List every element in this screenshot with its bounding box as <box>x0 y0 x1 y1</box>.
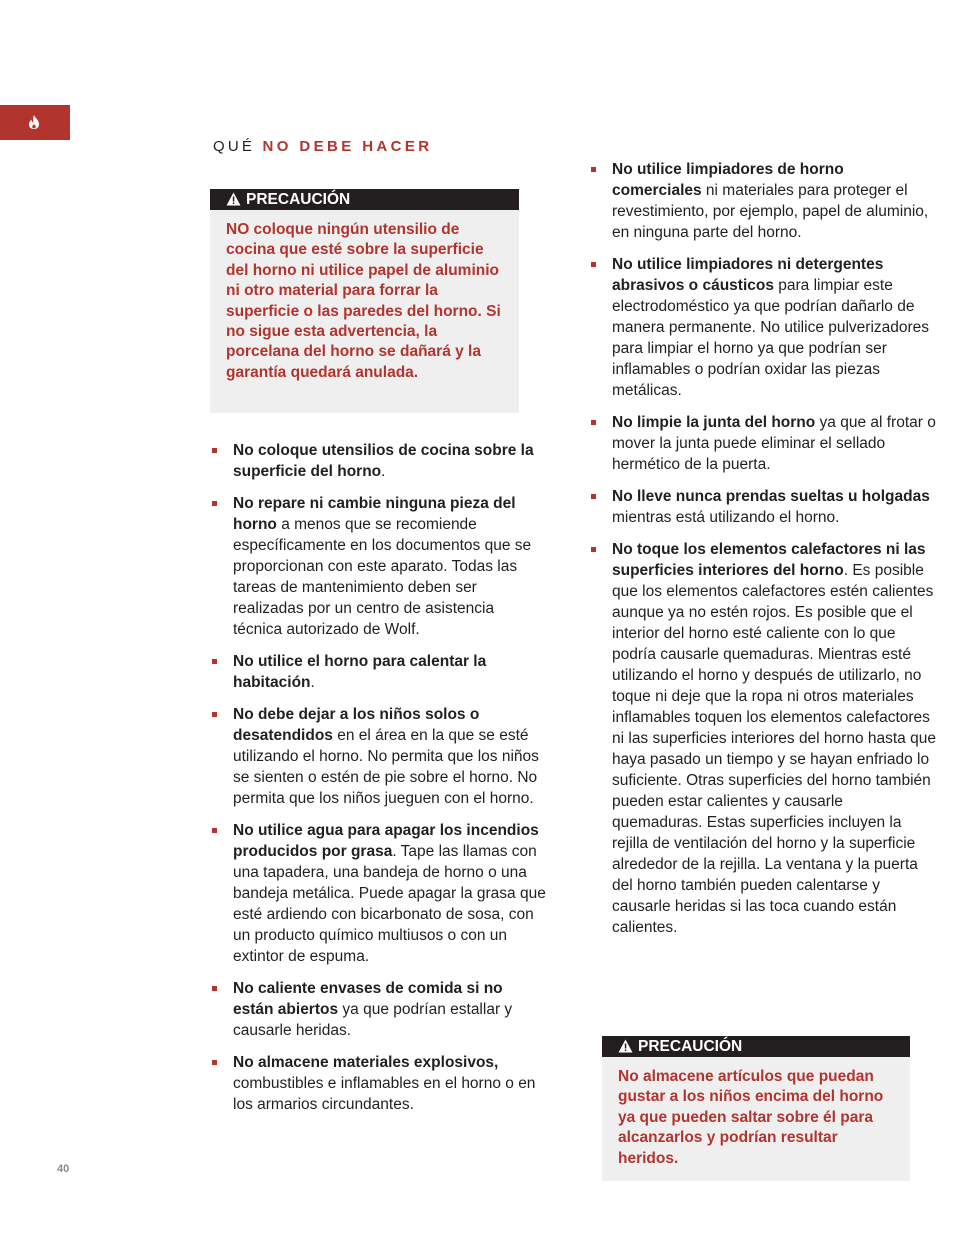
item-bold: No caliente envases de comida si no están abiertos <box>233 980 503 1018</box>
list-item <box>212 704 547 809</box>
item-text: . Tape las llamas con una tapadera, una bandeja de horno o una bandeja metálica. Puede apagar la grasa que esté ardiendo con bicarbonato de sosa, con un producto químico multiusos o con un extintor de espuma. <box>233 843 546 965</box>
list-item <box>591 486 936 528</box>
item-bold: No limpie la junta del horno <box>612 414 816 431</box>
caution-bar <box>602 1036 910 1057</box>
item-bold: No utilice limpiadores de horno comerciales <box>612 161 844 199</box>
right-list <box>591 159 936 949</box>
item-text: ni materiales para proteger el revestimiento, por ejemplo, papel de aluminio, en ninguna parte del horno. <box>612 182 929 241</box>
caution-label: PRECAUCIÓN <box>246 191 351 208</box>
item-bold: No toque los elementos calefactores ni las superficies interiores del horno <box>612 541 926 579</box>
list-item <box>212 978 547 1041</box>
warning-icon <box>618 1039 633 1053</box>
list-item <box>591 254 936 401</box>
item-text: ya que podrían estallar y causarle heridas. <box>233 1001 513 1039</box>
list-item <box>212 440 547 482</box>
item-bold: No almacene materiales explosivos, <box>233 1054 499 1071</box>
item-bold: No coloque utensilios de cocina sobre la superficie del horno <box>233 442 534 480</box>
list-item <box>212 1052 547 1115</box>
list-item <box>212 493 547 640</box>
warning-icon <box>226 192 241 206</box>
caution-box-top <box>210 189 519 413</box>
item-bold: No lleve nunca prendas sueltas u holgadas <box>612 488 930 505</box>
item-text: combustibles e inflamables en el horno o en los armarios circundantes. <box>233 1075 536 1113</box>
item-text: a menos que se recomiende específicamente en los documentos que se proporcionan con este aparato. Todas las tareas de mantenimiento deben ser realizadas por un centro de asistencia técnica autorizado de Wolf. <box>233 516 532 638</box>
caution-label: PRECAUCIÓN <box>638 1038 743 1055</box>
item-text: . <box>381 463 386 480</box>
caution-bar <box>210 189 519 210</box>
caution-text: NO coloque ningún utensilio de cocina que esté sobre la superficie del horno ni utilice papel de aluminio ni otro material para forrar la superficie o las paredes del horno. Si no sigue esta advertencia, la porcelana del horno se dañará y la garantía quedará anulada. <box>226 221 501 381</box>
item-text: . Es posible que los elementos calefactores estén calientes aunque ya no estén rojos. Es posible que el interior del horno esté caliente con lo que podría causarle quemaduras. Mientras esté utilizando el horno y después de utilizarlo, no toque ni deje que la ropa ni otros materiales inflamables toquen los elementos calefactores ni las superficies interiores del horno hasta que haya pasado un tiempo y se hayan enfriado lo suficiente. Otras superficies del horno también pueden estar calientes y causarle quemaduras. Estas superficies incluyen la rejilla de ventilación del horno y la superficie alrededor de la rejilla. La ventana y la puerta del horno también pueden calentarse y causarle heridas si las toca cuando están calientes. <box>612 562 936 936</box>
item-bold: No debe dejar a los niños solos o desatendidos <box>233 706 480 744</box>
list-item <box>591 159 936 243</box>
left-list <box>212 440 547 1126</box>
item-bold: No utilice el horno para calentar la habitación <box>233 653 487 691</box>
heading-accent: NO DEBE HACER <box>262 138 433 155</box>
list-item <box>212 820 547 967</box>
page-number: 40 <box>57 1163 70 1175</box>
item-text: ya que al frotar o mover la junta puede eliminar el sellado hermético de la puerta. <box>612 414 936 473</box>
item-bold: No utilice agua para apagar los incendios producidos por grasa <box>233 822 539 860</box>
flame-icon <box>27 114 41 130</box>
caution-box-bottom <box>602 1036 910 1181</box>
item-text: en el área en la que se esté utilizando el horno. No permita que los niños se sienten o estén de pie sobre el horno. No permita que los niños jueguen con el horno. <box>233 727 539 807</box>
section-heading <box>213 138 433 155</box>
item-bold: No utilice limpiadores ni detergentes abrasivos o cáusticos <box>612 256 884 294</box>
list-item <box>591 539 936 938</box>
item-bold: No repare ni cambie ninguna pieza del horno <box>233 495 516 533</box>
list-item <box>591 412 936 475</box>
item-text: para limpiar este electrodoméstico ya que podrían dañarlo de manera permanente. No utilice pulverizadores para limpiar el horno ya que podrían ser inflamables o podrían oxidar las piezas metálicas. <box>612 277 930 399</box>
item-text: . <box>310 674 315 691</box>
section-tab <box>0 105 70 140</box>
heading-prefix: QUÉ <box>213 138 256 155</box>
list-item <box>212 651 547 693</box>
caution-text: No almacene artículos que puedan gustar a los niños encima del horno ya que pueden saltar sobre él para alcanzarlos y podrían resultar heridos. <box>618 1068 884 1167</box>
item-text: mientras está utilizando el horno. <box>612 509 840 526</box>
